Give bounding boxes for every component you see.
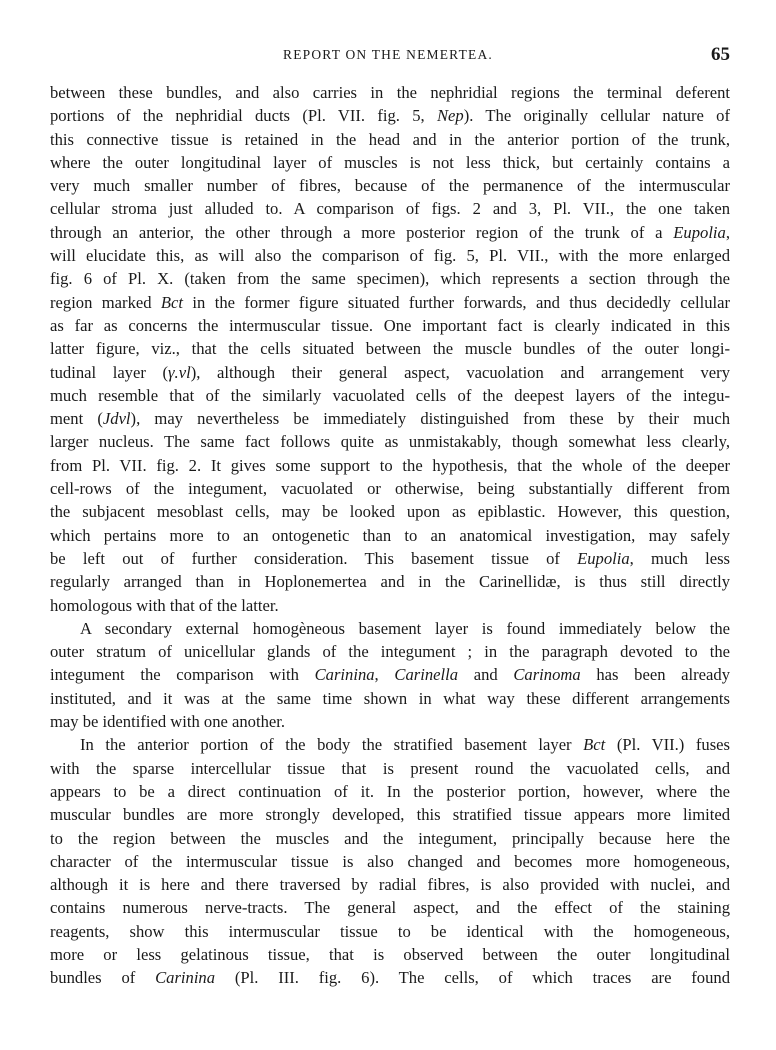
text-run: much resemble that of the similarly vacuolated cells of the deepest layers of the integu- — [50, 385, 730, 405]
text-run: cell-rows of the integument, vacuolated or otherwise, being substantially different from — [50, 479, 730, 499]
paragraph — [50, 617, 730, 733]
text-run: outer stratum of unicellular glands of the integument ; in the paragraph devoted to the — [50, 642, 730, 662]
paragraph — [50, 81, 730, 617]
text-line — [50, 524, 730, 547]
text-line — [50, 500, 730, 523]
page-number: 65 — [711, 44, 730, 65]
text-line — [50, 640, 730, 663]
italic-term: Carinella — [394, 665, 459, 685]
text-run: where the outer longitudinal layer of muscles is not less thick, but certainly contains a — [50, 152, 730, 172]
text-run: although it is here and there traversed by radial fibres, is also provided with nuclei, and — [50, 875, 730, 895]
text-line — [50, 757, 730, 780]
text-line — [50, 873, 730, 896]
text-run: muscular bundles are more strongly developed, this stratified tissue appears more limited — [50, 805, 730, 825]
text-line — [50, 966, 730, 989]
text-run: this connective tissue is retained in the head and in the anterior portion of the trunk, — [50, 129, 730, 149]
text-run: ). The originally cellular nature of — [463, 106, 730, 126]
text-run: appears to be a direct continuation of it. In the posterior portion, however, where the — [50, 781, 730, 801]
text-line — [50, 733, 730, 756]
text-line — [50, 594, 730, 617]
text-run: more or less gelatinous tissue, that is observed between the outer longitudinal — [50, 944, 730, 964]
text-run: A secondary external homogèneous basement layer is found immediately below the — [80, 618, 730, 638]
text-run: to the region between the muscles and the integument, principally because here the — [50, 828, 730, 848]
body-text — [50, 81, 730, 990]
text-run: and — [458, 665, 514, 685]
text-line — [50, 361, 730, 384]
text-line — [50, 617, 730, 640]
running-title: REPORT ON THE NEMERTEA. — [283, 47, 493, 62]
text-run: the subjacent mesoblast cells, may be looked upon as epiblastic. However, this question, — [50, 502, 730, 522]
italic-term: Eupolia — [577, 548, 630, 568]
text-line — [50, 128, 730, 151]
text-run: character of the intermuscular tissue is also changed and becomes more homogeneous, — [50, 851, 730, 871]
text-line — [50, 174, 730, 197]
italic-term: Carinoma — [513, 665, 581, 685]
italic-term: Bct — [583, 735, 606, 755]
text-run: fig. 6 of Pl. X. (taken from the same specimen), which represents a section through the — [50, 269, 730, 289]
text-line — [50, 221, 730, 244]
text-line — [50, 267, 730, 290]
text-line — [50, 570, 730, 593]
text-run: very much smaller number of fibres, because of the permanence of the intermuscular — [50, 176, 730, 196]
text-run: , much less — [629, 548, 731, 568]
text-line — [50, 454, 730, 477]
text-line — [50, 663, 730, 686]
text-run: cellular stroma just alluded to. A comparison of figs. 2 and 3, Pl. VII., the one taken — [50, 199, 730, 219]
text-run: through an anterior, the other through a more posterior region of the trunk of a — [50, 222, 674, 242]
paragraph — [50, 733, 730, 989]
text-line — [50, 896, 730, 919]
text-run: region marked — [50, 292, 161, 312]
italic-term: Jdvl — [102, 409, 131, 429]
italic-term: Eupolia — [673, 222, 726, 242]
text-run: , — [725, 222, 730, 242]
italic-term: γ.vl — [168, 362, 191, 382]
text-run: larger nucleus. The same fact follows quite as unmistakably, though somewhat less clearly, — [50, 432, 730, 452]
text-line — [50, 827, 730, 850]
text-line — [50, 430, 730, 453]
text-run: contains numerous nerve-tracts. The general aspect, and the effect of the staining — [50, 898, 730, 918]
text-run: tudinal layer ( — [50, 362, 169, 382]
text-run: ), although their general aspect, vacuolation and arrangement very — [190, 362, 730, 382]
italic-term: Nep — [436, 106, 464, 126]
text-run: latter figure, viz., that the cells situated between the muscle bundles of the outer longi- — [50, 339, 730, 359]
text-line — [50, 337, 730, 360]
text-line — [50, 547, 730, 570]
text-run: regularly arranged than in Hoplonemertea and in the Carinellidæ, is thus still directly — [50, 572, 730, 592]
text-line — [50, 803, 730, 826]
text-run: be left out of further consideration. This basement tissue of — [50, 548, 578, 568]
italic-term: Carinina — [314, 665, 375, 685]
text-run: from Pl. VII. fig. 2. It gives some support to the hypothesis, that the whole of the deeper — [50, 455, 730, 475]
text-line — [50, 314, 730, 337]
text-run: homologous with that of the latter. — [50, 595, 279, 615]
text-line — [50, 151, 730, 174]
italic-term: Bct — [160, 292, 184, 312]
text-line — [50, 104, 730, 127]
text-run: integument the comparison with — [50, 665, 315, 685]
text-line — [50, 920, 730, 943]
text-line — [50, 943, 730, 966]
text-run: which pertains more to an ontogenetic than to an anatomical investigation, may safely — [50, 525, 730, 545]
text-run: (Pl. VII.) fuses — [605, 735, 730, 755]
text-run: instituted, and it was at the same time shown in what way these different arrangements — [50, 688, 730, 708]
text-line — [50, 81, 730, 104]
text-line — [50, 477, 730, 500]
text-run: in the former figure situated further forwards, and thus decidedly cellular — [183, 292, 730, 312]
italic-term: Carinina — [155, 968, 216, 988]
text-line — [50, 780, 730, 803]
text-line — [50, 710, 730, 733]
text-line — [50, 244, 730, 267]
text-line — [50, 687, 730, 710]
text-run: between these bundles, and also carries in the nephridial regions the terminal deferent — [50, 83, 730, 102]
text-run: , — [374, 665, 395, 685]
text-run: will elucidate this, as will also the comparison of fig. 5, Pl. VII., with the more enlarged — [50, 246, 730, 266]
text-run: may be identified with one another. — [50, 712, 286, 732]
text-run: ), may nevertheless be immediately distinguished from these by their much — [130, 409, 730, 429]
text-run: (Pl. III. fig. 6). The cells, of which traces are found — [215, 968, 730, 988]
text-run: ment ( — [50, 409, 103, 429]
text-run: reagents, show this intermuscular tissue to be identical with the homogeneous, — [50, 921, 730, 941]
text-run: has been already — [580, 665, 731, 685]
text-line — [50, 197, 730, 220]
text-run: with the sparse intercellular tissue that is present round the vacuolated cells, and — [50, 758, 730, 778]
text-run: bundles of — [50, 968, 156, 988]
running-head — [0, 44, 776, 66]
text-line — [50, 384, 730, 407]
text-line — [50, 291, 730, 314]
text-run: portions of the nephridial ducts (Pl. VII. fig. 5, — [50, 106, 437, 126]
text-line — [50, 407, 730, 430]
text-line — [50, 850, 730, 873]
text-run: as far as concerns the intermuscular tissue. One important fact is clearly indicated in this — [50, 315, 730, 335]
text-run: In the anterior portion of the body the stratified basement layer — [80, 735, 584, 755]
